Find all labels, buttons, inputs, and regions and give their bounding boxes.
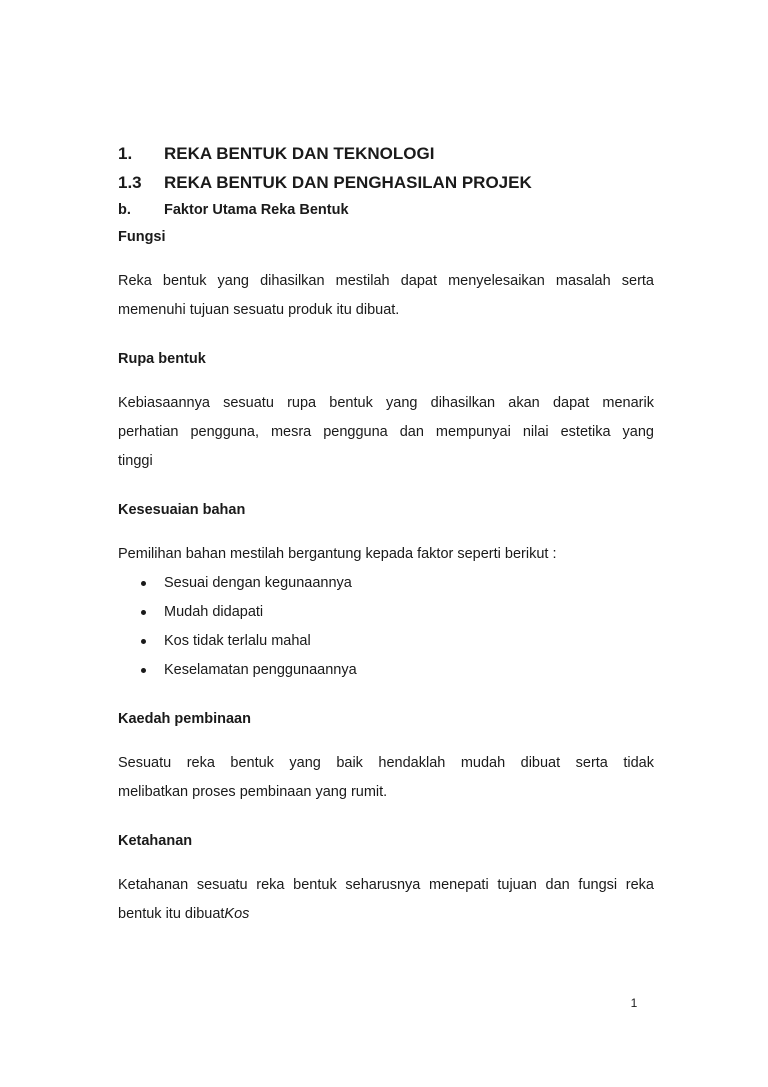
bullet-icon: [118, 569, 164, 598]
paragraph-fungsi-line-2: memenuhi tujuan sesuatu produk itu dibuat.: [118, 302, 400, 318]
heading-level-3: [118, 197, 654, 223]
list-item-text: Kos tidak terlalu mahal: [164, 633, 311, 649]
list-item: [118, 598, 654, 627]
heading-level-2-number: 1.3: [118, 173, 142, 192]
bullet-icon: [118, 627, 164, 656]
paragraph-ketahanan-line-2: [118, 900, 654, 929]
list-item: [118, 656, 654, 685]
heading-level-2: [118, 168, 654, 197]
paragraph-rupa-bentuk-line-1: Kebiasaannya sesuatu rupa bentuk yang dihasilkan akan dapat menarik: [118, 395, 654, 411]
section-title-ketahanan: Ketahanan: [118, 833, 193, 849]
heading-level-1-number: 1.: [118, 144, 133, 163]
list-item-text: Sesuai dengan kegunaannya: [164, 575, 352, 591]
paragraph-rupa-bentuk-line-2: perhatian pengguna, mesra pengguna dan mempunyai nilai estetika yang: [118, 424, 654, 440]
paragraph-ketahanan-line-1: Ketahanan sesuatu reka bentuk seharusnya menepati tujuan dan fungsi reka: [118, 877, 654, 893]
page-content: [118, 139, 654, 929]
heading-level-1-title: REKA BENTUK DAN TEKNOLOGI: [164, 144, 435, 163]
list-item: [118, 569, 654, 598]
paragraph-fungsi-line-1: Reka bentuk yang dihasilkan mestilah dapat menyelesaikan masalah serta: [118, 273, 654, 289]
list-item: [118, 627, 654, 656]
paragraph-ketahanan-line-2-text: bentuk itu dibuat: [118, 906, 225, 922]
heading-level-3-number: b.: [118, 202, 131, 218]
paragraph-kaedah-pembinaan-line-2: melibatkan proses pembinaan yang rumit.: [118, 784, 388, 800]
list-item-text: Mudah didapati: [164, 604, 264, 620]
paragraph-ketahanan-line-2-italic: Kos: [224, 906, 250, 922]
section-title-kesesuaian-bahan: Kesesuaian bahan: [118, 502, 246, 518]
section-title-fungsi: Fungsi: [118, 229, 166, 245]
heading-level-3-title: Faktor Utama Reka Bentuk: [164, 202, 349, 218]
paragraph-kesesuaian-bahan-intro: Pemilihan bahan mestilah bergantung kepada faktor seperti berikut :: [118, 546, 557, 562]
heading-level-1: [118, 139, 654, 168]
list-item-text: Keselamatan penggunaannya: [164, 662, 357, 678]
page-number: 1: [630, 996, 638, 1010]
bullet-list-kesesuaian-bahan: [118, 569, 654, 685]
section-title-kaedah-pembinaan: Kaedah pembinaan: [118, 711, 251, 727]
paragraph-fungsi: [118, 267, 654, 296]
section-title-rupa-bentuk: Rupa bentuk: [118, 351, 206, 367]
paragraph-kaedah-pembinaan-line-1: Sesuatu reka bentuk yang baik hendaklah mudah dibuat serta tidak: [118, 755, 654, 771]
bullet-icon: [118, 598, 164, 627]
heading-level-2-title: REKA BENTUK DAN PENGHASILAN PROJEK: [164, 173, 532, 192]
paragraph-rupa-bentuk-line-3: tinggi: [118, 453, 153, 469]
bullet-icon: [118, 656, 164, 685]
